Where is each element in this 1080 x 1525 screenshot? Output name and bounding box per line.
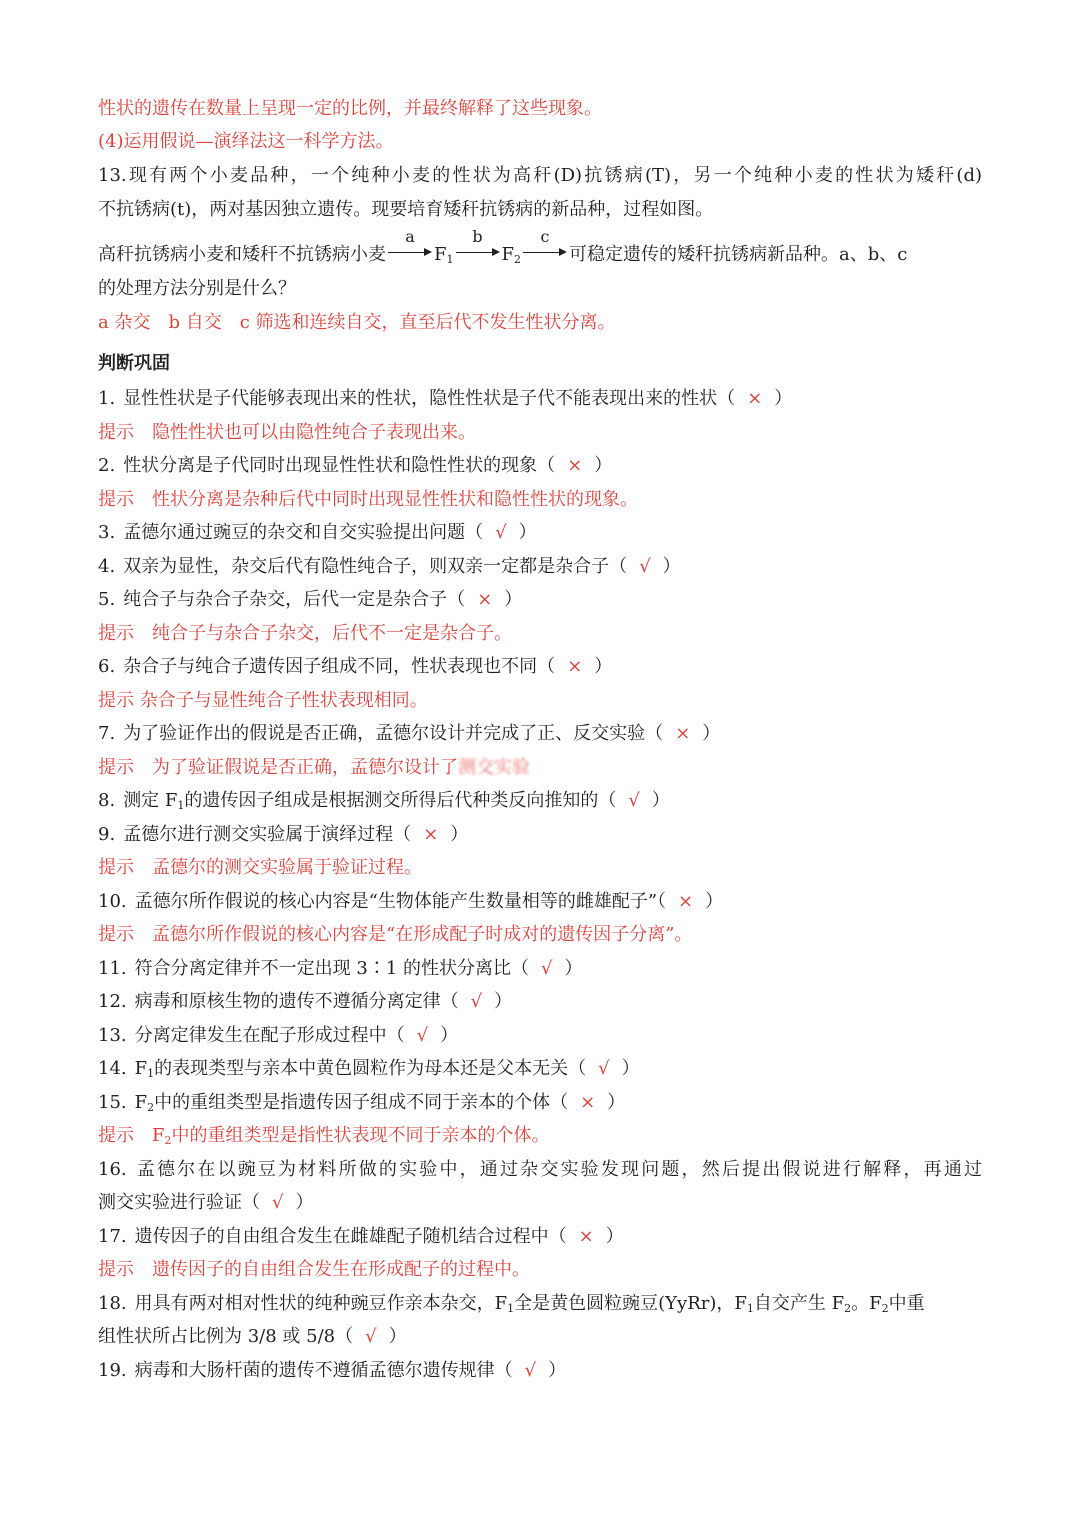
question-text xyxy=(98,277,982,301)
item-close: ） xyxy=(607,1092,626,1113)
item-close: ） xyxy=(705,891,724,912)
f2-label: F xyxy=(501,244,514,265)
item-text: 杂合子与纯合子遗传因子组成不同，性状表现也不同（ xyxy=(123,656,556,677)
item-close: ） xyxy=(702,723,721,744)
item-text: 的表现类型与亲本中黄色圆粒作为母本还是父本无关（ xyxy=(154,1058,587,1079)
judgment-item xyxy=(98,454,982,478)
item-text: 显性性状是子代能够表现出来的性状，隐性性状是子代不能表现出来的性状（ xyxy=(123,388,736,409)
check-mark-icon: √ xyxy=(639,556,651,577)
item-text: 性状分离是子代同时出现显性性状和隐性性状的现象（ xyxy=(123,455,556,476)
hint-text: 提示 性状分离是杂种后代中同时出现显性性状和隐性性状的现象。 xyxy=(98,489,638,510)
question-line: 13.现有两个小麦品种，一个纯种小麦的性状为高秆(D)抗锈病(T)，另一个纯种小麦的性状为矮秆(d) xyxy=(98,165,982,186)
item-text: 组性状所占比例为 3/8 或 5/8（ xyxy=(98,1326,354,1347)
wrong-mark-icon: × xyxy=(747,388,763,409)
subscript: 2 xyxy=(164,1134,172,1147)
item-text: 纯合子与杂合子杂交，后代一定是杂合子（ xyxy=(123,589,466,610)
hint-text: 提示 遗传因子的自由组合发生在形成配子的过程中。 xyxy=(98,1259,530,1280)
item-number: 14. xyxy=(98,1058,127,1079)
judgment-item xyxy=(98,1024,982,1048)
subscript: 2 xyxy=(514,253,521,266)
item-text: 全是黄色圆粒豌豆(YyRr)，F xyxy=(514,1293,747,1314)
item-number: 11. xyxy=(98,958,127,979)
item-text: 孟德尔在以豌豆为材料所做的实验中，通过杂交实验发现问题，然后提出假说进行解释，再通过 xyxy=(134,1159,982,1180)
item-close: ） xyxy=(450,824,469,845)
item-close: ） xyxy=(621,1058,640,1079)
item-close: ） xyxy=(295,1192,314,1213)
hint-line xyxy=(98,923,982,947)
flow-end-text: 可稳定遗传的矮秆抗锈病新品种。a、b、c xyxy=(569,244,908,265)
item-text: 孟德尔通过豌豆的杂交和自交实验提出问题（ xyxy=(123,522,484,543)
item-text: 的遗传因子组成是根据测交所得后代种类反向推知的（ xyxy=(184,790,617,811)
answer-line xyxy=(98,311,982,335)
wrong-mark-icon: × xyxy=(678,891,694,912)
judgment-item xyxy=(98,1158,982,1182)
item-text: F xyxy=(134,1058,148,1079)
wrong-mark-icon: × xyxy=(423,824,439,845)
item-close: ） xyxy=(594,455,613,476)
hint-text: 提示 孟德尔的测交实验属于验证过程。 xyxy=(98,857,422,878)
item-close: ） xyxy=(388,1326,407,1347)
question-line: 不抗锈病(t)，两对基因独立遗传。现要培育矮秆抗锈病的新品种，过程如图。 xyxy=(98,199,714,220)
answer-line xyxy=(98,97,982,121)
section-title xyxy=(98,352,982,376)
item-number: 3. xyxy=(98,522,116,543)
item-number: 16. xyxy=(98,1159,127,1180)
judgment-item xyxy=(98,957,982,981)
judgment-item xyxy=(98,588,982,612)
item-text: 测定 F xyxy=(123,790,178,811)
item-text: 分离定律发生在配子形成过程中（ xyxy=(134,1025,405,1046)
arrow-a xyxy=(388,227,432,259)
hint-line xyxy=(98,1124,982,1153)
arrow-c xyxy=(523,227,567,259)
item-text: 病毒和原核生物的遗传不遵循分离定律（ xyxy=(134,991,459,1012)
check-mark-icon: √ xyxy=(598,1058,610,1079)
wrong-mark-icon: × xyxy=(675,723,691,744)
judgment-item xyxy=(98,990,982,1014)
check-mark-icon: √ xyxy=(272,1192,284,1213)
hint-line xyxy=(98,689,982,713)
item-number: 5. xyxy=(98,589,116,610)
item-text: 孟德尔进行测交实验属于演绎过程（ xyxy=(123,824,412,845)
hint-line xyxy=(98,1258,982,1282)
hint-line xyxy=(98,488,982,512)
item-close: ） xyxy=(662,556,681,577)
judgment-item xyxy=(98,789,982,818)
subscript: 1 xyxy=(507,1302,515,1315)
subscript: 1 xyxy=(147,1067,155,1080)
item-number: 12. xyxy=(98,991,127,1012)
hint-text: 提示 F xyxy=(98,1125,165,1146)
item-number: 8. xyxy=(98,790,116,811)
answer-text: a 杂交 b 自交 c 筛选和连续自交，直至后代不发生性状分离。 xyxy=(98,312,616,333)
judgment-item-continued xyxy=(98,1325,982,1349)
check-mark-icon: √ xyxy=(628,790,640,811)
item-text: F xyxy=(134,1092,148,1113)
item-text: 中重 xyxy=(888,1293,925,1314)
item-text: 用具有两对相对性状的纯种豌豆作亲本杂交，F xyxy=(134,1293,508,1314)
judgment-item xyxy=(98,1292,982,1321)
subscript: 2 xyxy=(147,1101,155,1114)
item-close: ） xyxy=(651,790,670,811)
arrow-b xyxy=(456,227,500,259)
check-mark-icon: √ xyxy=(416,1025,429,1046)
subscript: 1 xyxy=(446,253,454,266)
hint-line xyxy=(98,622,982,646)
check-mark-icon: √ xyxy=(524,1360,537,1381)
subscript: 2 xyxy=(881,1302,889,1315)
item-number: 9. xyxy=(98,824,116,845)
item-number: 1. xyxy=(98,388,116,409)
item-close: ） xyxy=(494,991,513,1012)
answer-text: 性状的遗传在数量上呈现一定的比例，并最终解释了这些现象。 xyxy=(98,98,602,119)
subscript: 1 xyxy=(177,799,185,812)
item-number: 13. xyxy=(98,1025,127,1046)
judgment-item-continued xyxy=(98,1191,982,1215)
item-text: 遗传因子的自由组合发生在雌雄配子随机结合过程中（ xyxy=(134,1226,567,1247)
judgment-item xyxy=(98,890,982,914)
judgment-item xyxy=(98,555,982,579)
item-number: 7. xyxy=(98,723,116,744)
answer-text: (4)运用假说—演绎法这一科学方法。 xyxy=(98,131,394,152)
item-close: ） xyxy=(605,1226,624,1247)
judgment-item xyxy=(98,521,982,545)
section-title-text: 判断巩固 xyxy=(98,353,170,374)
arrow-label-c: c xyxy=(540,227,550,246)
item-close: ） xyxy=(504,589,523,610)
item-close: ） xyxy=(564,958,583,979)
flow-diagram-line xyxy=(98,227,982,272)
hint-text: 提示 隐性性状也可以由隐性纯合子表现出来。 xyxy=(98,422,476,443)
item-number: 4. xyxy=(98,556,116,577)
check-mark-icon: √ xyxy=(495,522,507,543)
item-text: 双亲为显性，杂交后代有隐性纯合子，则双亲一定都是杂合子（ xyxy=(123,556,628,577)
item-close: ） xyxy=(440,1025,459,1046)
item-number: 19. xyxy=(98,1360,127,1381)
question-text xyxy=(98,164,982,188)
item-number: 15. xyxy=(98,1092,127,1113)
wrong-mark-icon: × xyxy=(580,1092,596,1113)
wrong-mark-icon: × xyxy=(567,455,583,476)
hint-text: 提示 纯合子与杂合子杂交，后代不一定是杂合子。 xyxy=(98,623,512,644)
hint-text: 提示 孟德尔所作假说的核心内容是“在形成配子时成对的遗传因子分离”。 xyxy=(98,924,693,945)
check-mark-icon: √ xyxy=(541,958,553,979)
item-close: ） xyxy=(518,522,537,543)
item-text: 测交实验进行验证（ xyxy=(98,1192,260,1213)
item-text: 病毒和大肠杆菌的遗传不遵循孟德尔遗传规律（ xyxy=(134,1360,513,1381)
f1-label: F xyxy=(434,244,447,265)
item-number: 17. xyxy=(98,1226,127,1247)
judgment-item xyxy=(98,722,982,746)
wrong-mark-icon: × xyxy=(578,1226,594,1247)
hint-text: 提示 杂合子与显性纯合子性状表现相同。 xyxy=(98,690,428,711)
item-number: 2. xyxy=(98,455,116,476)
arrow-label-a: a xyxy=(405,227,415,246)
check-mark-icon: √ xyxy=(470,991,483,1012)
judgment-item xyxy=(98,655,982,679)
item-close: ） xyxy=(548,1360,567,1381)
item-close: ） xyxy=(774,388,793,409)
item-number: 10. xyxy=(98,891,127,912)
wrong-mark-icon: × xyxy=(567,656,583,677)
hint-line xyxy=(98,856,982,880)
item-text: 。F xyxy=(851,1293,882,1314)
item-text: 孟德尔所作假说的核心内容是“生物体能产生数量相等的雌雄配子”（ xyxy=(134,891,667,912)
check-mark-icon: √ xyxy=(365,1326,377,1347)
judgment-item xyxy=(98,823,982,847)
question-line: 的处理方法分别是什么？ xyxy=(98,278,296,299)
hint-text-obscured: 测交实验 xyxy=(458,757,530,778)
item-text: 自交产生 F xyxy=(753,1293,845,1314)
subscript: 1 xyxy=(746,1302,754,1315)
judgment-item xyxy=(98,1225,982,1249)
hint-line xyxy=(98,756,982,780)
item-number: 6. xyxy=(98,656,116,677)
item-text: 符合分离定律并不一定出现 3∶1 的性状分离比（ xyxy=(134,958,529,979)
item-text: 为了验证作出的假说是否正确，孟德尔设计并完成了正、反交实验（ xyxy=(123,723,664,744)
judgment-item xyxy=(98,1091,982,1120)
judgment-item xyxy=(98,387,982,411)
wrong-mark-icon: × xyxy=(477,589,493,610)
judgment-item xyxy=(98,1359,982,1383)
hint-line xyxy=(98,421,982,445)
hint-text: 中的重组类型是指性状表现不同于亲本的个体。 xyxy=(171,1125,550,1146)
judgment-item xyxy=(98,1057,982,1086)
subscript: 2 xyxy=(844,1302,852,1315)
item-number: 18. xyxy=(98,1293,127,1314)
answer-line xyxy=(98,130,982,154)
item-close: ） xyxy=(594,656,613,677)
arrow-label-b: b xyxy=(472,227,483,246)
hint-text: 提示 为了验证假说是否正确，孟德尔设计了 xyxy=(98,757,458,778)
flow-start-text: 高秆抗锈病小麦和矮秆不抗锈病小麦 xyxy=(98,244,386,265)
item-text: 中的重组类型是指遗传因子组成不同于亲本的个体（ xyxy=(154,1092,569,1113)
question-text xyxy=(98,198,982,222)
